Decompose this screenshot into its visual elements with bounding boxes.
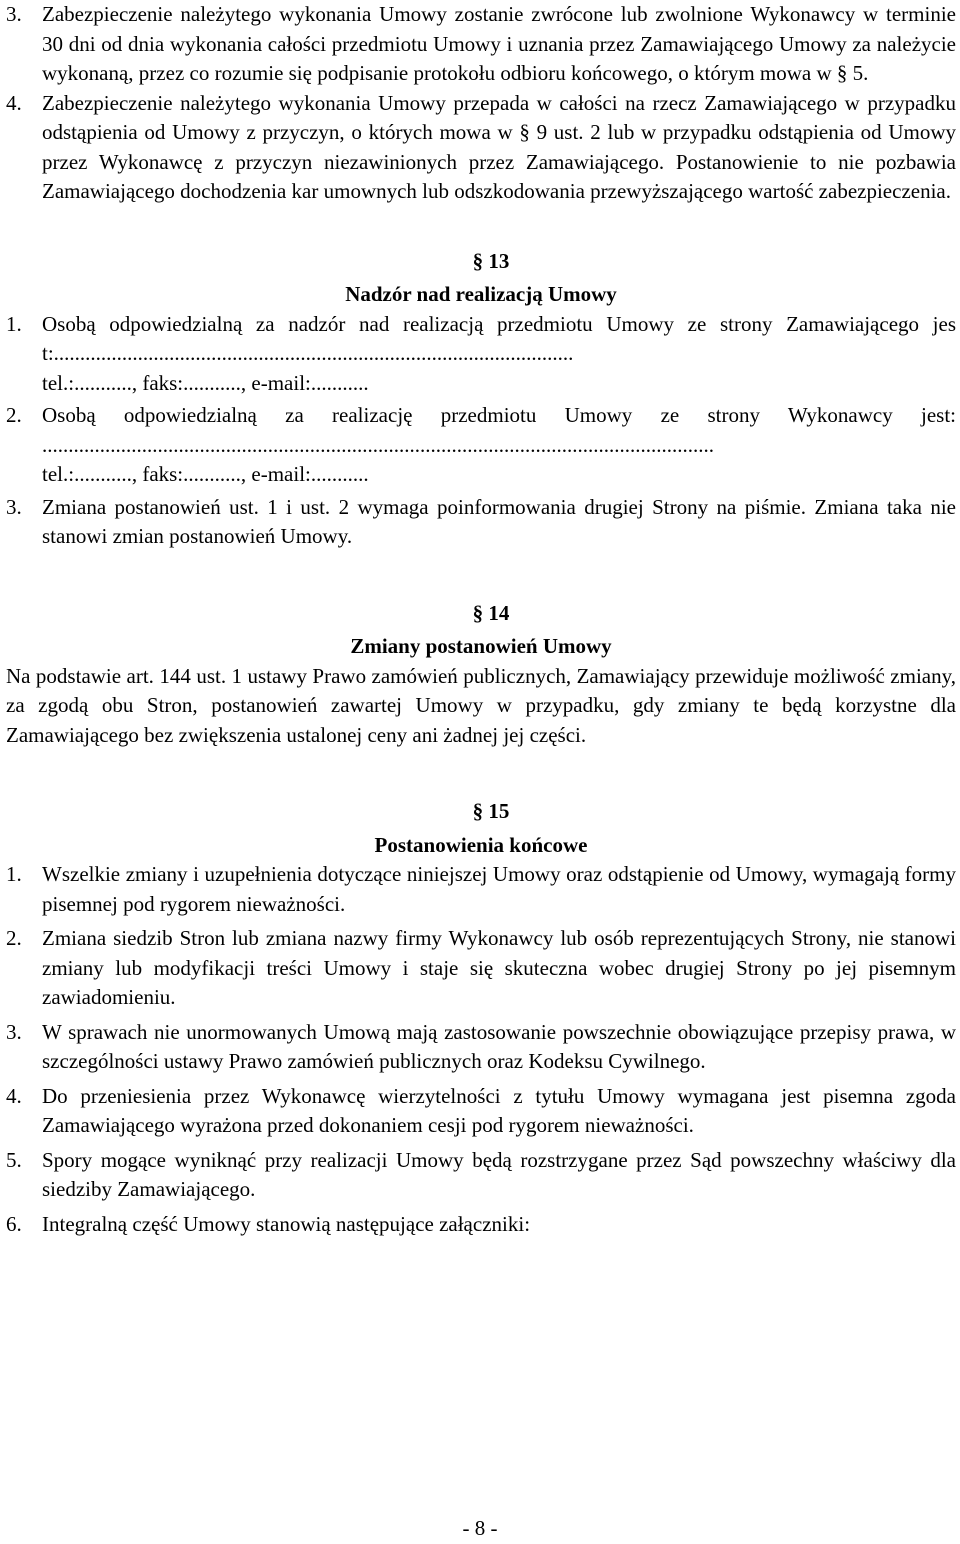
section-number: § 13: [472, 248, 510, 273]
item-number: 4.: [6, 1083, 22, 1108]
section-number: § 14: [472, 600, 510, 625]
item-text: Do przeniesienia przez Wykonawcę wierzytelności z tytułu Umowy wymagana jest pisemna zgoda Zamawiającego wyrażona przed dokonaniem cesji pod rygorem nieważności.: [42, 1083, 956, 1137]
item-text: Zmiana postanowień ust. 1 i ust. 2 wymaga poinformowania drugiej Strony na piśmie. Zmiana taka nie stanowi zmian postanowień Umowy.: [42, 494, 956, 548]
item-number: 2.: [6, 926, 22, 950]
section-number: § 15: [472, 799, 510, 823]
page-number: - 8 -: [462, 1516, 498, 1540]
item-text: W sprawach nie unormowanych Umową mają zastosowanie powszechnie obowiązujące przepisy prawa, w szczególności ustawy Prawo zamówień publicznych oraz Kodeksu Cywilnego.: [42, 1019, 956, 1073]
item-text: Zabezpieczenie należytego wykonania Umowy przepada w całości na rzecz Zamawiającego w przypadku odstąpienia od Umowy z przyczyn, o których mowa w § 9 ust. 2 lub w przypadku odstąpienia od Umowy przez Wykonawcę z przyczyn niezawinionych przez Zamawiającego. Postanowienie to nie pozbawia Zamawiającego dochodzenia kar umownych lub odszkodowania przewyższającego wartość zabezpieczenia.: [42, 90, 956, 203]
list-item: [6, 0, 956, 89]
list-item: [6, 1018, 956, 1077]
item-text: Spory mogące wyniknąć przy realizacji Umowy będą rozstrzygane przez Sąd powszechny właściwy dla siedziby Zamawiającego.: [42, 1147, 956, 1201]
item-number: 4.: [6, 90, 22, 115]
item-text: Wszelkie zmiany i uzupełnienia dotyczące niniejszej Umowy oraz odstąpienie od Umowy, wymagają formy pisemnej pod rygorem nieważności.: [42, 862, 956, 916]
contact-line: tel.:..........., faks:..........., e-mail:...........: [42, 462, 369, 486]
item-number: 1.: [6, 862, 22, 886]
item-text: Zabezpieczenie należytego wykonania Umowy zostanie zwrócone lub zwolnione Wykonawcy w terminie 30 dni od dnia wykonania całości przedmiotu Umowy i uznania przez Zamawiającego Umowy za należycie wykonaną, przez co rozumie się podpisanie protokołu odbioru końcowego, o którym mowa w § 5.: [42, 2, 956, 85]
item-number: 5.: [6, 1147, 22, 1172]
section-title: Zmiany postanowień Umowy: [350, 634, 612, 658]
list-item: [6, 924, 956, 1013]
paragraph: Na podstawie art. 144 ust. 1 ustawy Prawo zamówień publicznych, Zamawiający przewiduje możliwość zmiany, za zgodą obu Stron, postanowień zawartej Umowy w przypadku, gdy zmiany te będą korzystne dla Zamawiającego bez zwiększenia ustalonej ceny ani żadnej jej części.: [6, 663, 956, 747]
item-number: 2.: [6, 403, 22, 427]
contact-line: tel.:..........., faks:..........., e-mail:...........: [42, 370, 369, 395]
list-item: [6, 1210, 956, 1240]
list-item: [6, 401, 956, 490]
list-item: [6, 89, 956, 207]
item-number: 6.: [6, 1211, 22, 1236]
section-title: Nadzór nad realizacją Umowy: [345, 282, 617, 306]
list-item: [6, 1146, 956, 1205]
document-page: [6, 0, 956, 1239]
item-number: 3.: [6, 2, 22, 26]
item-number: 3.: [6, 494, 22, 519]
item-text: Zmiana siedzib Stron lub zmiana nazwy firmy Wykonawcy lub osób reprezentujących Strony, nie stanowi zmiany lub modyfikacji treści Umowy i staje się skuteczna wobec drugiej Strony po jej pisemnym zawiadomieniu.: [42, 926, 956, 1009]
item-text: Integralną część Umowy stanowią następujące załączniki:: [42, 1211, 531, 1236]
item-text: Osobą odpowiedzialną za realizację przedmiotu Umowy ze strony Wykonawcy jest: ................................................................................................................................: [42, 403, 956, 457]
list-item: [6, 310, 956, 399]
item-text: Osobą odpowiedzialną za nadzór nad realizacją przedmiotu Umowy ze strony Zamawiającego jest:...................................................................................................: [42, 311, 956, 365]
list-item: [6, 1082, 956, 1141]
item-number: 3.: [6, 1019, 22, 1044]
item-number: 1.: [6, 311, 22, 336]
list-item: [6, 493, 956, 552]
section-title: Postanowienia końcowe: [374, 832, 588, 857]
list-item: [6, 860, 956, 919]
